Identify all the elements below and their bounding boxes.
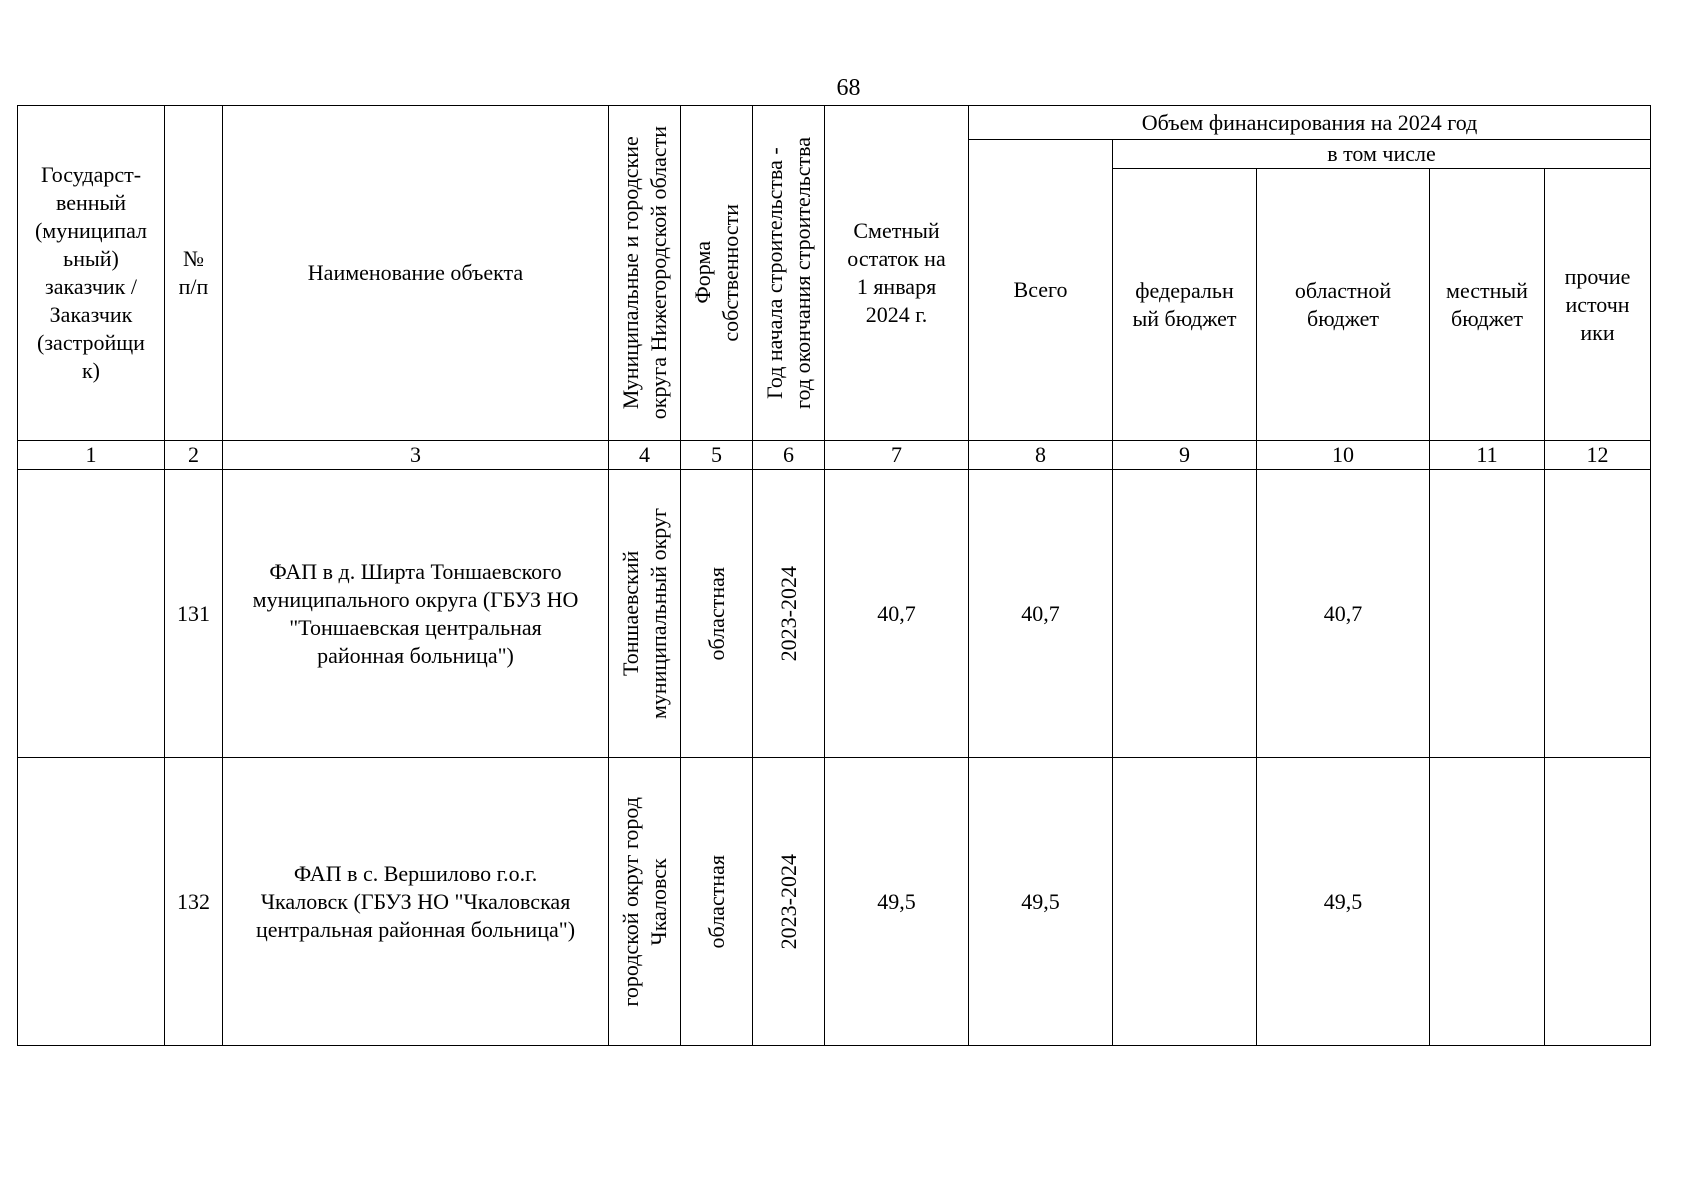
header-funding-title: Объем финансирования на 2024 год: [969, 106, 1651, 140]
column-numbers-row: [18, 441, 1651, 470]
column-number: 8: [969, 441, 1113, 470]
cell-number: 131: [165, 470, 223, 758]
cell-federal: [1113, 470, 1257, 758]
column-number: 9: [1113, 441, 1257, 470]
header-number: № п/п: [165, 106, 223, 441]
cell-estimate-remainder: 49,5: [825, 758, 969, 1046]
cell-customer: [18, 758, 165, 1046]
column-number: 1: [18, 441, 165, 470]
cell-years-text: 2023-2024: [775, 565, 801, 662]
table-row: [18, 470, 1651, 758]
cell-object-name: ФАП в д. Ширта Тоншаевского муниципального округа (ГБУЗ НО "Тоншаевская центральная районная больница"): [223, 470, 609, 758]
header-estimate-remainder: Сметный остаток на 1 января 2024 г.: [825, 106, 969, 441]
header-years-text: Год начала строительства - год окончания строительства: [761, 137, 815, 409]
cell-federal: [1113, 758, 1257, 1046]
cell-district: [609, 470, 681, 758]
header-ownership-text: Форма собственности: [689, 204, 743, 342]
cell-ownership: [681, 758, 753, 1046]
cell-years: [753, 758, 825, 1046]
header-regional: областной бюджет: [1257, 169, 1430, 441]
cell-ownership: [681, 470, 753, 758]
header-total: Всего: [969, 140, 1113, 441]
cell-number: 132: [165, 758, 223, 1046]
cell-other: [1545, 470, 1651, 758]
cell-district-text: городской округ город Чкаловск: [617, 796, 671, 1007]
cell-ownership-text: областная: [703, 566, 729, 661]
column-number: 12: [1545, 441, 1651, 470]
header-other: прочие источн ики: [1545, 169, 1651, 441]
cell-district-text: Тоншаевский муниципальный округ: [617, 507, 671, 719]
cell-customer: [18, 470, 165, 758]
header-including: в том числе: [1113, 140, 1651, 169]
column-number: 2: [165, 441, 223, 470]
header-ownership: [681, 106, 753, 441]
cell-estimate-remainder: 40,7: [825, 470, 969, 758]
column-number: 6: [753, 441, 825, 470]
column-number: 10: [1257, 441, 1430, 470]
header-district-text: Муниципальные и городские округа Нижегородской области: [617, 126, 671, 420]
cell-total: 49,5: [969, 758, 1113, 1046]
page-number: 68: [836, 75, 861, 101]
header-years: [753, 106, 825, 441]
column-number: 11: [1430, 441, 1545, 470]
column-number: 5: [681, 441, 753, 470]
header-federal: федеральн ый бюджет: [1113, 169, 1257, 441]
cell-object-name: ФАП в с. Вершилово г.о.г. Чкаловск (ГБУЗ НО "Чкаловская центральная районная больница"): [223, 758, 609, 1046]
header-object-name: Наименование объекта: [223, 106, 609, 441]
column-number: 3: [223, 441, 609, 470]
cell-total: 40,7: [969, 470, 1113, 758]
header-customer: [18, 106, 165, 441]
cell-local: [1430, 470, 1545, 758]
header-row-1: [18, 106, 1651, 140]
cell-years-text: 2023-2024: [775, 853, 801, 950]
table-row: [18, 758, 1651, 1046]
header-local: местный бюджет: [1430, 169, 1545, 441]
cell-years: [753, 470, 825, 758]
cell-district: [609, 758, 681, 1046]
cell-other: [1545, 758, 1651, 1046]
cell-regional: 49,5: [1257, 758, 1430, 1046]
column-number: 4: [609, 441, 681, 470]
column-number: 7: [825, 441, 969, 470]
header-customer-text: Государст- венный (муниципал ьный) заказчик / Заказчик (застройщи к): [34, 162, 148, 383]
cell-ownership-text: областная: [703, 854, 729, 949]
cell-regional: 40,7: [1257, 470, 1430, 758]
cell-local: [1430, 758, 1545, 1046]
header-district: [609, 106, 681, 441]
investment-table: [17, 105, 1651, 1046]
